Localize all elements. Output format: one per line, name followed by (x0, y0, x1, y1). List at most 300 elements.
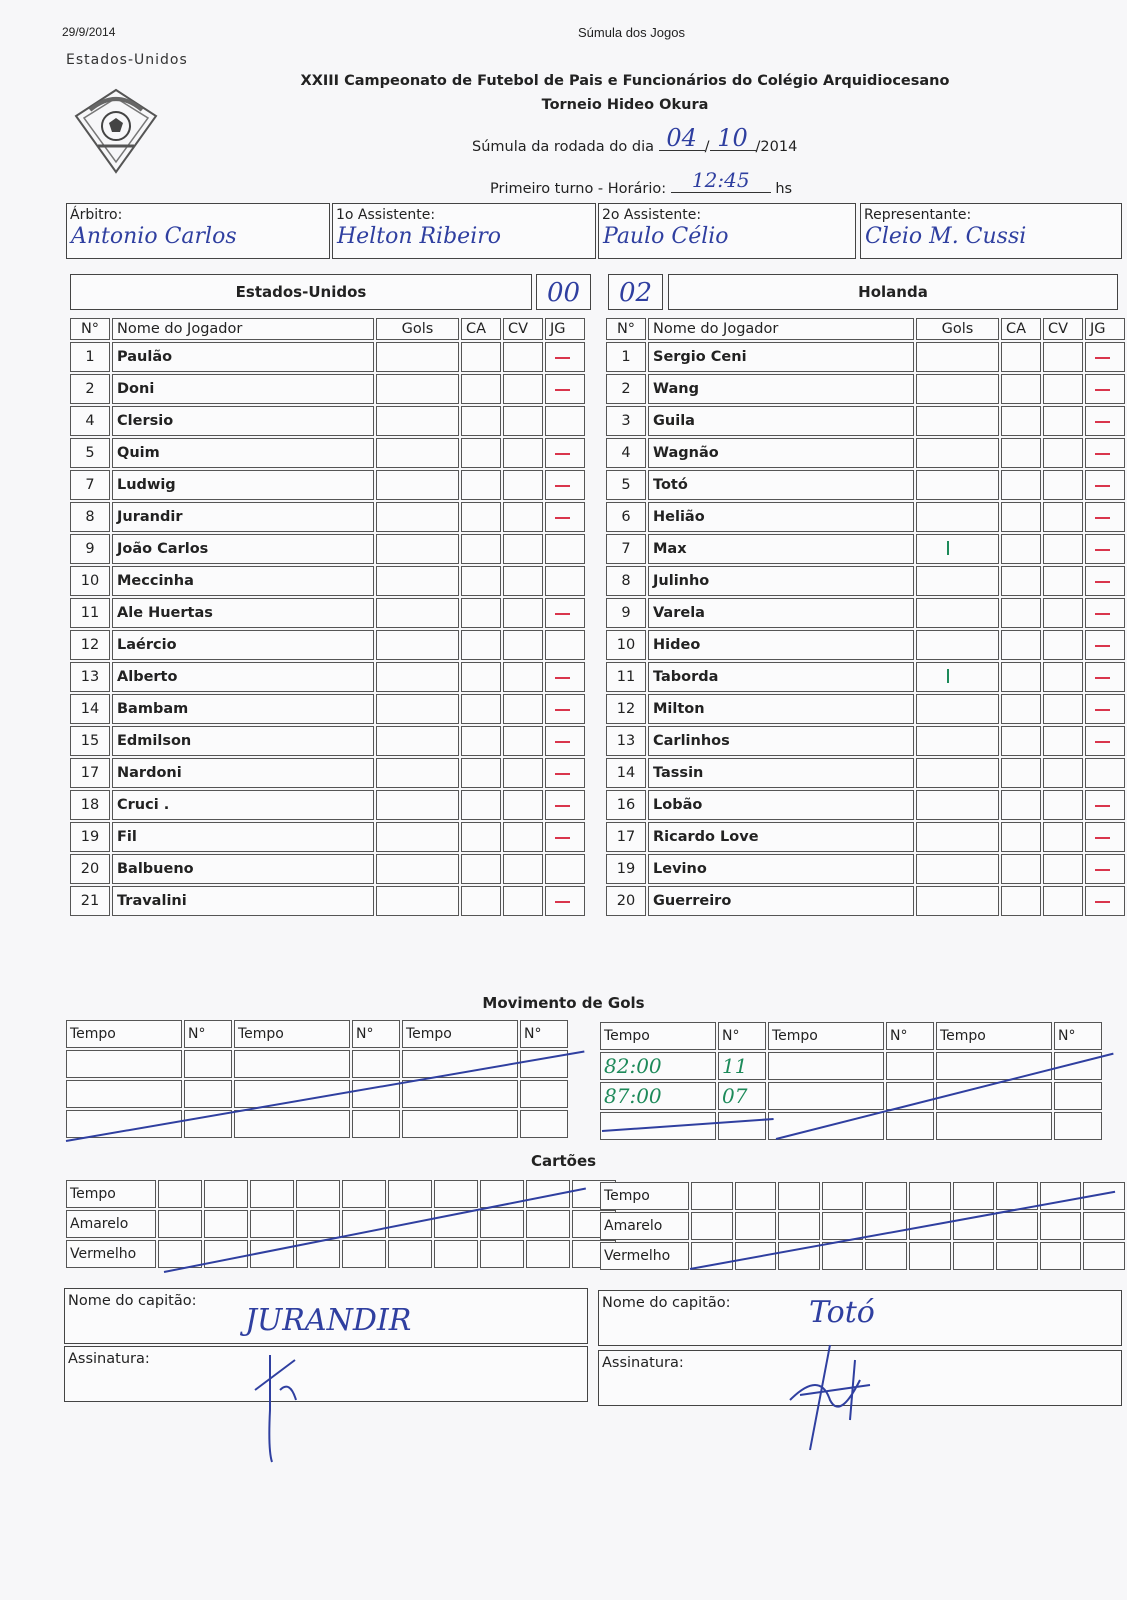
card-cell (778, 1212, 820, 1240)
player-jg (545, 566, 585, 596)
player-name: Laércio (112, 630, 374, 660)
card-cell (1083, 1242, 1125, 1270)
player-jg (545, 662, 585, 692)
player-row (70, 886, 585, 916)
player-row (70, 758, 585, 788)
player-row (70, 694, 585, 724)
player-goals (376, 470, 459, 500)
played-mark (1095, 677, 1110, 679)
rodada-sep: / (704, 139, 710, 155)
goal-num-cell (718, 1112, 766, 1140)
rodada-year: /2014 (755, 139, 798, 155)
player-cv (1043, 854, 1083, 884)
player-goals (376, 822, 459, 852)
played-mark (555, 901, 570, 903)
player-jg (545, 342, 585, 372)
player-goals (916, 374, 999, 404)
player-ca (1001, 662, 1041, 692)
played-mark (555, 773, 570, 775)
col-jg: JG (1085, 318, 1125, 340)
card-row (66, 1210, 616, 1238)
player-goals (916, 470, 999, 500)
goal-num-cell (1054, 1082, 1102, 1110)
goal-tally-mark (947, 541, 949, 555)
player-goals (916, 502, 999, 532)
player-goals (376, 790, 459, 820)
player-number: 5 (70, 438, 110, 468)
player-ca (461, 438, 501, 468)
player-goals (376, 598, 459, 628)
player-row (606, 374, 1125, 404)
goal-tempo-cell (402, 1110, 518, 1138)
player-cv (1043, 886, 1083, 916)
goals-header (66, 1020, 568, 1048)
player-ca (461, 758, 501, 788)
player-name: Sergio Ceni (648, 342, 914, 372)
player-ca (1001, 694, 1041, 724)
player-row (606, 502, 1125, 532)
player-goals (916, 790, 999, 820)
col-ca: CA (1001, 318, 1041, 340)
player-number: 14 (606, 758, 646, 788)
player-goals (376, 886, 459, 916)
goal-num-cell: 07 (718, 1082, 766, 1110)
player-number: 21 (70, 886, 110, 916)
player-ca (1001, 438, 1041, 468)
player-number: 16 (606, 790, 646, 820)
player-row (606, 662, 1125, 692)
player-cv (1043, 662, 1083, 692)
player-cv (1043, 342, 1083, 372)
goal-tempo-cell (234, 1050, 350, 1078)
player-row (606, 854, 1125, 884)
player-number: 14 (70, 694, 110, 724)
player-name: Travalini (112, 886, 374, 916)
goal-num-cell (520, 1110, 568, 1138)
card-cell (434, 1180, 478, 1208)
player-number: 9 (70, 534, 110, 564)
away-score: 02 (608, 274, 663, 310)
player-number: 15 (70, 726, 110, 756)
player-jg (1085, 854, 1125, 884)
col-goals: Gols (916, 318, 999, 340)
referee-box (66, 203, 330, 259)
player-number: 11 (70, 598, 110, 628)
player-jg (545, 758, 585, 788)
player-number: 13 (70, 662, 110, 692)
player-cv (1043, 598, 1083, 628)
player-goals (376, 502, 459, 532)
goal-num-cell (352, 1050, 400, 1078)
player-name: Nardoni (112, 758, 374, 788)
player-number: 19 (606, 854, 646, 884)
away-roster (604, 316, 1127, 918)
player-number: 7 (70, 470, 110, 500)
player-jg (1085, 470, 1125, 500)
player-jg (1085, 662, 1125, 692)
player-ca (461, 662, 501, 692)
player-jg (1085, 406, 1125, 436)
player-name: Edmilson (112, 726, 374, 756)
goals-section-title: Movimento de Gols (482, 994, 645, 1012)
player-jg (1085, 374, 1125, 404)
played-mark (555, 805, 570, 807)
player-name: Varela (648, 598, 914, 628)
player-ca (1001, 790, 1041, 820)
card-cell (1040, 1212, 1082, 1240)
player-jg (545, 854, 585, 884)
goal-num-cell (520, 1080, 568, 1108)
card-cell (296, 1180, 340, 1208)
player-ca (461, 406, 501, 436)
played-mark (555, 453, 570, 455)
goal-num-header: N° (184, 1020, 232, 1048)
assistant1-name: Helton Ribeiro (337, 224, 501, 249)
player-number: 7 (606, 534, 646, 564)
player-cv (503, 854, 543, 884)
card-cell (296, 1210, 340, 1238)
played-mark (1095, 581, 1110, 583)
home-signature (250, 1350, 330, 1470)
card-cell (909, 1182, 951, 1210)
player-ca (1001, 470, 1041, 500)
goal-tempo-cell (936, 1052, 1052, 1080)
player-cv (503, 566, 543, 596)
player-goals (376, 534, 459, 564)
player-number: 12 (606, 694, 646, 724)
rodada-day-field (659, 124, 705, 152)
player-jg (545, 630, 585, 660)
player-ca (461, 630, 501, 660)
player-goals (916, 630, 999, 660)
away-captain-name-label: Nome do capitão: (602, 1295, 731, 1311)
player-jg (1085, 342, 1125, 372)
player-number: 1 (606, 342, 646, 372)
player-cv (503, 406, 543, 436)
player-cv (1043, 566, 1083, 596)
col-jg: JG (545, 318, 585, 340)
card-cell (996, 1242, 1038, 1270)
away-signature-label: Assinatura: (602, 1355, 684, 1371)
away-captain-name: Totó (809, 1295, 875, 1330)
player-ca (1001, 342, 1041, 372)
card-cell (342, 1240, 386, 1268)
played-mark (1095, 485, 1110, 487)
player-row (606, 406, 1125, 436)
player-row (606, 758, 1125, 788)
goal-num-header: N° (1054, 1022, 1102, 1050)
goal-num-header: N° (886, 1022, 934, 1050)
rodada-day: 04 (666, 124, 697, 152)
player-cv (1043, 790, 1083, 820)
player-cv (503, 694, 543, 724)
player-number: 5 (606, 470, 646, 500)
player-ca (461, 502, 501, 532)
player-number: 11 (606, 662, 646, 692)
away-signature (770, 1340, 890, 1460)
print-date: 29/9/2014 (62, 25, 116, 39)
played-mark (555, 677, 570, 679)
played-mark (555, 485, 570, 487)
player-ca (1001, 630, 1041, 660)
player-name: Ludwig (112, 470, 374, 500)
player-goals (376, 438, 459, 468)
col-name: Nome do Jogador (648, 318, 914, 340)
player-name: Fil (112, 822, 374, 852)
player-cv (503, 726, 543, 756)
player-row (606, 790, 1125, 820)
card-cell (735, 1212, 777, 1240)
player-ca (461, 374, 501, 404)
card-row-label: Vermelho (66, 1240, 156, 1268)
card-cell (822, 1212, 864, 1240)
card-cell (996, 1212, 1038, 1240)
representative-label: Representante: (864, 207, 972, 223)
player-number: 3 (606, 406, 646, 436)
home-goals-grid (64, 1018, 570, 1140)
card-row-label: Amarelo (66, 1210, 156, 1238)
player-jg (1085, 822, 1125, 852)
card-cell (204, 1210, 248, 1238)
player-row (70, 630, 585, 660)
played-mark (555, 389, 570, 391)
card-cell (865, 1182, 907, 1210)
player-ca (461, 470, 501, 500)
card-cell (526, 1210, 570, 1238)
away-captain-name-box (598, 1290, 1122, 1346)
player-row (70, 566, 585, 596)
home-score: 00 (536, 274, 591, 310)
player-row (606, 694, 1125, 724)
col-name: Nome do Jogador (112, 318, 374, 340)
player-jg (1085, 438, 1125, 468)
player-name: Jurandir (112, 502, 374, 532)
player-ca (1001, 502, 1041, 532)
home-team-corner: Estados-Unidos (66, 52, 188, 68)
goal-tempo-cell (936, 1082, 1052, 1110)
player-row (70, 438, 585, 468)
goal-num-cell (184, 1080, 232, 1108)
player-goals (916, 598, 999, 628)
player-row (606, 566, 1125, 596)
player-goals (916, 662, 999, 692)
player-cv (503, 790, 543, 820)
player-jg (545, 822, 585, 852)
card-row-label: Tempo (600, 1182, 689, 1210)
played-mark (1095, 645, 1110, 647)
player-name: Totó (648, 470, 914, 500)
played-mark (1095, 421, 1110, 423)
goal-tempo-cell (66, 1080, 182, 1108)
player-name: Ale Huertas (112, 598, 374, 628)
home-signature-label: Assinatura: (68, 1351, 150, 1367)
player-ca (461, 342, 501, 372)
player-number: 17 (606, 822, 646, 852)
card-cell (909, 1242, 951, 1270)
player-goals (376, 566, 459, 596)
played-mark (1095, 357, 1110, 359)
player-jg (1085, 694, 1125, 724)
player-name: Meccinha (112, 566, 374, 596)
col-cv: CV (503, 318, 543, 340)
player-jg (545, 886, 585, 916)
assistant1-box (332, 203, 596, 259)
player-ca (461, 534, 501, 564)
player-name: João Carlos (112, 534, 374, 564)
rodada-line (472, 124, 798, 155)
player-goals (916, 534, 999, 564)
goal-tempo-cell: 87:00 (600, 1082, 716, 1110)
player-ca (1001, 406, 1041, 436)
player-number: 4 (606, 438, 646, 468)
player-name: Wagnão (648, 438, 914, 468)
player-number: 6 (606, 502, 646, 532)
goal-tempo-cell: 82:00 (600, 1052, 716, 1080)
player-name: Julinho (648, 566, 914, 596)
goal-tally-mark (947, 669, 949, 683)
player-cv (1043, 534, 1083, 564)
player-name: Bambam (112, 694, 374, 724)
played-mark (1095, 389, 1110, 391)
home-team-name: Estados-Unidos (70, 274, 532, 310)
home-captain-name-box (64, 1288, 588, 1344)
goal-num-cell (886, 1052, 934, 1080)
played-mark (1095, 517, 1110, 519)
col-cv: CV (1043, 318, 1083, 340)
player-name: Guerreiro (648, 886, 914, 916)
player-ca (461, 822, 501, 852)
player-goals (376, 374, 459, 404)
turno-time-field (671, 170, 771, 193)
player-jg (1085, 566, 1125, 596)
player-row (606, 470, 1125, 500)
player-name: Balbueno (112, 854, 374, 884)
goal-tempo-cell (936, 1112, 1052, 1140)
card-row-label: Vermelho (600, 1242, 689, 1270)
player-number: 20 (606, 886, 646, 916)
player-row (70, 374, 585, 404)
played-mark (1095, 901, 1110, 903)
player-jg (1085, 630, 1125, 660)
player-ca (1001, 822, 1041, 852)
played-mark (1095, 613, 1110, 615)
player-name: Clersio (112, 406, 374, 436)
goal-tempo-cell (768, 1082, 884, 1110)
away-roster-header (606, 318, 1125, 340)
player-ca (461, 566, 501, 596)
player-jg (545, 694, 585, 724)
player-cv (1043, 630, 1083, 660)
player-row (70, 598, 585, 628)
card-cell (480, 1240, 524, 1268)
player-jg (545, 598, 585, 628)
player-ca (461, 854, 501, 884)
player-name: Milton (648, 694, 914, 724)
player-cv (503, 886, 543, 916)
rodada-prefix: Súmula da rodada do dia (472, 139, 655, 155)
player-jg (1085, 598, 1125, 628)
representative-box (860, 203, 1122, 259)
assistant2-box (598, 203, 856, 259)
player-jg (545, 726, 585, 756)
player-cv (1043, 694, 1083, 724)
card-cell (204, 1180, 248, 1208)
player-cv (1043, 374, 1083, 404)
player-cv (503, 662, 543, 692)
player-row (70, 502, 585, 532)
home-cards-grid (64, 1178, 618, 1270)
player-row (606, 726, 1125, 756)
player-number: 10 (606, 630, 646, 660)
shield-soccer-ball-icon (68, 86, 164, 176)
player-ca (461, 790, 501, 820)
player-number: 18 (70, 790, 110, 820)
player-jg (545, 534, 585, 564)
played-mark (1095, 453, 1110, 455)
player-ca (1001, 854, 1041, 884)
played-mark (555, 837, 570, 839)
player-row (606, 822, 1125, 852)
played-mark (555, 709, 570, 711)
goal-tempo-header: Tempo (936, 1022, 1052, 1050)
player-ca (461, 598, 501, 628)
player-jg (1085, 534, 1125, 564)
tournament-title: Torneio Hideo Okura (541, 97, 709, 113)
player-cv (503, 438, 543, 468)
player-number: 2 (70, 374, 110, 404)
played-mark (555, 741, 570, 743)
col-ca: CA (461, 318, 501, 340)
card-cell (691, 1182, 733, 1210)
player-name: Tassin (648, 758, 914, 788)
card-cell (1040, 1182, 1082, 1210)
player-ca (1001, 534, 1041, 564)
away-goals-grid (598, 1020, 1104, 1142)
player-jg (1085, 502, 1125, 532)
player-cv (503, 470, 543, 500)
player-row (606, 342, 1125, 372)
player-name: Carlinhos (648, 726, 914, 756)
card-cell (1083, 1212, 1125, 1240)
assistant1-label: 1o Assistente: (336, 207, 436, 223)
goal-num-header: N° (718, 1022, 766, 1050)
player-jg (545, 374, 585, 404)
player-ca (1001, 566, 1041, 596)
player-ca (1001, 886, 1041, 916)
player-jg (545, 790, 585, 820)
player-number: 8 (606, 566, 646, 596)
goal-row (600, 1082, 1102, 1110)
player-goals (916, 566, 999, 596)
goal-row (66, 1080, 568, 1108)
goal-num-header: N° (520, 1020, 568, 1048)
player-row (70, 790, 585, 820)
player-name: Cruci . (112, 790, 374, 820)
card-cell (388, 1240, 432, 1268)
card-cell (434, 1240, 478, 1268)
card-cell (480, 1210, 524, 1238)
played-mark (1095, 805, 1110, 807)
played-mark (1095, 709, 1110, 711)
player-number: 8 (70, 502, 110, 532)
player-goals (916, 342, 999, 372)
player-goals (376, 726, 459, 756)
player-goals (376, 854, 459, 884)
player-ca (461, 886, 501, 916)
player-goals (376, 662, 459, 692)
player-goals (916, 438, 999, 468)
player-number: 12 (70, 630, 110, 660)
